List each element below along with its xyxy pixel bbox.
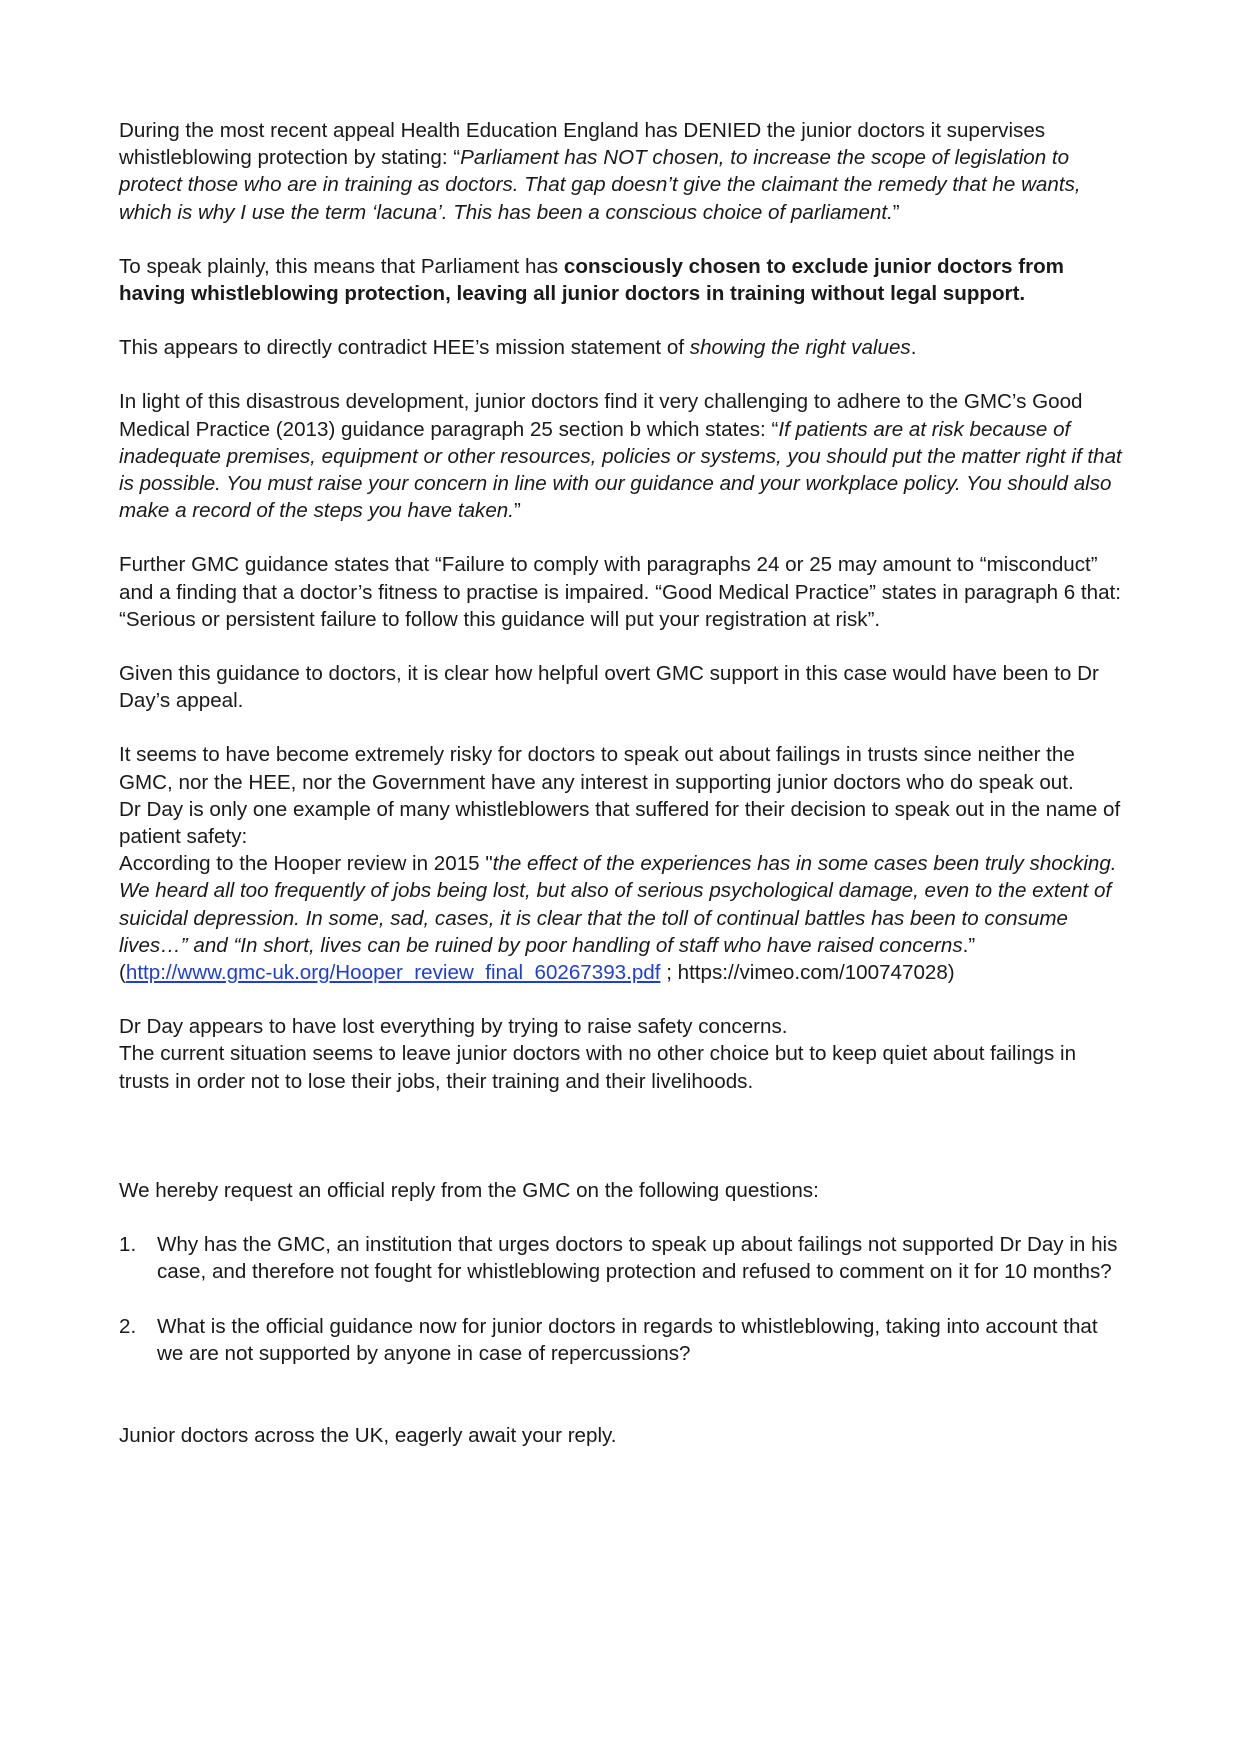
list-item — [119, 1231, 1129, 1285]
reference-line: (http://www.gmc-uk.org/Hooper_review_final_60267393.pdf ; https://vimeo.com/100747028) — [119, 961, 955, 985]
list-item — [119, 1313, 1129, 1367]
list-number: 1. — [119, 1233, 137, 1257]
paragraph-gmc-guidance: In light of this disastrous development, junior doctors find it very challenging to adhere to the GMC’s Good Medical Practice (2013) guidance paragraph 25 section b which states: “If patients are at risk because of inadequate premises, equipment or other resources, policies or systems, you should put the matter right if that is possible. You must raise your concern in line with our guidance and your workplace policy. You should also make a record of the steps you have taken.” — [119, 390, 1122, 523]
hooper-review-quote: According to the Hooper review in 2015 "the effect of the experiences has in some cases been truly shocking. We heard all too frequently of jobs being lost, but also of serious psychological damage, even to the extent of suicidal depression. In some, sad, cases, it is clear that the toll of continual battles has been to consume lives…” and “In short, lives can be ruined by poor handling of staff who have raised concerns.” — [119, 852, 1117, 957]
paragraph-further-guidance: Further GMC guidance states that “Failure to comply with paragraphs 24 or 25 may amount to “misconduct” and a finding that a doctor’s fitness to practise is impaired. “Good Medical Practice” states in paragraph 6 that: “Serious or persistent failure to follow this guidance will put your registration at risk”. — [119, 553, 1121, 631]
list-number: 2. — [119, 1314, 137, 1338]
letter-page — [119, 117, 1129, 1449]
questions-list — [119, 1231, 1129, 1367]
paragraph-plainly: To speak plainly, this means that Parliament has consciously chosen to exclude junior doctors from having whistleblowing protection, leaving all junior doctors in training without legal support. — [119, 254, 1064, 306]
closing-line: Junior doctors across the UK, eagerly await your reply. — [119, 1423, 617, 1447]
paragraph-mission: This appears to directly contradict HEE’s mission statement of showing the right values. — [119, 336, 917, 360]
hee-quote: Parliament has NOT chosen, to increase the scope of legislation to protect those who are in training as doctors. That gap doesn’t give the claimant the remedy that he wants, which is why I use the term ‘lacuna’. This has been a conscious choice of parliament. — [119, 146, 1081, 224]
paragraph-lost-everything: Dr Day appears to have lost everything by trying to raise safety concerns. The current situation seems to leave junior doctors with no other choice but to keep quiet about failings in trusts in order not to lose their jobs, their training and their livelihoods. — [119, 1015, 1077, 1093]
hooper-review-link[interactable]: http://www.gmc-uk.org/Hooper_review_final_60267393.pdf — [125, 961, 661, 985]
request-statement: We hereby request an official reply from the GMC on the following questions: — [119, 1178, 819, 1202]
paragraph-given-guidance: Given this guidance to doctors, it is clear how helpful overt GMC support in this case would have been to Dr Day’s appeal. — [119, 662, 1099, 713]
paragraph-risky: It seems to have become extremely risky for doctors to speak out about failings in trusts since neither the GMC, nor the HEE, nor the Government have any interest in supporting junior doctors who do speak out. Dr Day is only one example of many whistleblowers that suffered for their decision to speak out in the name of patient safety: According to the Hooper review in 2015 "the effect of the experiences has in some cases been truly shocking. We heard all too frequently of jobs being lost, but also of serious psychological damage, even to the extent of suicidal depression. In some, sad, cases, it is clear that the toll of continual battles has been to consume lives…” and “In short, lives can be ruined by poor handling of staff who have raised concerns.” (http://www.gmc-uk.org/Hooper_review_final_60267393.pdf ; https://vimeo.com/100747028) — [119, 741, 1129, 986]
paragraph-hee-denial: During the most recent appeal Health Education England has DENIED the junior doctors it supervises whistleblowing protection by stating: “Parliament has NOT chosen, to increase the scope of legislation to protect those who are in training as doctors. That gap doesn’t give the claimant the remedy that he wants, which is why I use the term ‘lacuna’. This has been a conscious choice of parliament.” — [119, 119, 1081, 224]
bold-statement: consciously chosen to exclude junior doctors from having whistleblowing protection, leaving all junior doctors in training without legal support. — [119, 254, 1064, 306]
question-text: What is the official guidance now for junior doctors in regards to whistleblowing, taking into account that we are not supported by anyone in case of repercussions? — [157, 1314, 1098, 1365]
question-text: Why has the GMC, an institution that urges doctors to speak up about failings not supported Dr Day in his case, and therefore not fought for whistleblowing protection and refused to comment on it for 10 months? — [157, 1233, 1118, 1284]
gmc-quote: If patients are at risk because of inadequate premises, equipment or other resources, policies or systems, you should put the matter right if that is possible. You must raise your concern in line with our guidance and your workplace policy. You should also make a record of the steps you have taken. — [119, 417, 1122, 523]
